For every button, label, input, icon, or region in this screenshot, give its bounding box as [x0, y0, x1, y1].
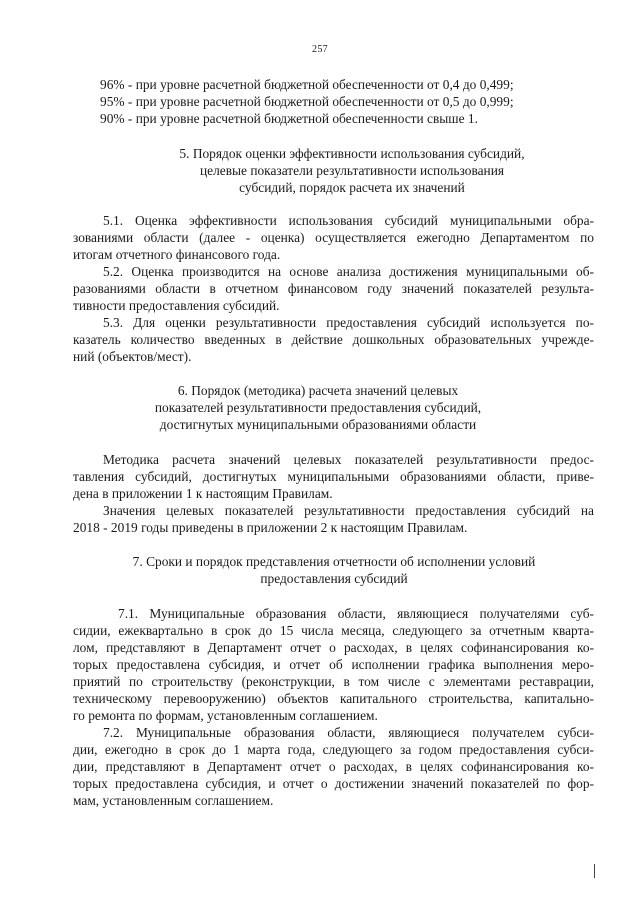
paragraph-line: Значения целевых показателей результативности предоставления субсидий на	[103, 503, 594, 518]
paragraph-line: тавления субсидий, достигнутых муниципальными образованиями области, приве-	[73, 469, 594, 484]
paragraph-line: итогам отчетного финансового года.	[73, 247, 281, 262]
intro-line: 95% - при уровне расчетной бюджетной обеспеченности от 0,5 до 0,999;	[100, 94, 514, 109]
paragraph-line: лом, представляют в Департамент отчет о расходах, в целях софинансирования ко-	[73, 640, 594, 655]
section7-title: предоставления субсидий	[260, 571, 408, 586]
paragraph-line: приятий по строительству (реконструкции, в том числе с элементами реставрации,	[73, 674, 594, 689]
paragraph-line: мам, установленным соглашением.	[73, 793, 274, 808]
paragraph-line: тивности предоставления субсидий.	[73, 298, 280, 313]
paragraph-line: 5.1. Оценка эффективности использования субсидий муниципальными обра-	[103, 213, 594, 228]
scan-mark	[594, 864, 595, 878]
paragraph-line: техническому перевооружению) объектов капитального строительства, капитально-	[73, 691, 594, 706]
paragraph-line: дии, ежегодно в срок до 1 марта года, следующего за годом предоставления субси-	[73, 742, 594, 757]
page-number: 257	[312, 44, 328, 55]
paragraph-line: дии, представляют в Департамент отчет о расходах, в целях софинансирования ко-	[73, 759, 594, 774]
section6-title: 6. Порядок (методика) расчета значений целевых	[177, 383, 459, 398]
paragraph-line: дена в приложении 1 к настоящим Правилам.	[73, 486, 333, 501]
paragraph-line: 7.2. Муниципальные образования области, являющиеся получателем субси-	[103, 725, 594, 740]
paragraph-line: го ремонта по формам, установленным соглашением.	[73, 708, 378, 723]
paragraph-line: торых предоставлена субсидия, и отчет о достижении значений показателей по фор-	[73, 776, 594, 791]
section6-title: достигнутых муниципальными образованиями области	[159, 417, 477, 432]
section7-title: 7. Сроки и порядок представления отчетности об исполнении условий	[132, 554, 536, 569]
paragraph-line: 7.1. Муниципальные образования области, являющиеся получателями суб-	[118, 606, 594, 621]
paragraph-line: разованиями области в отчетном финансовом году значений показателей результа-	[73, 281, 594, 296]
section5-title: целевые показатели результативности использования	[199, 163, 505, 178]
paragraph-line: зованиями области (далее - оценка) осуществляется ежегодно Департаментом по	[73, 230, 594, 245]
paragraph-line: 5.3. Для оценки результативности предоставления субсидий используется по-	[103, 315, 594, 330]
paragraph-line: 2018 - 2019 годы приведены в приложении 2 к настоящим Правилам.	[73, 520, 468, 535]
intro-line: 90% - при уровне расчетной бюджетной обеспеченности свыше 1.	[100, 111, 478, 126]
section5-title: субсидий, порядок расчета их значений	[239, 180, 465, 195]
section6-title: показателей результативности предоставления субсидий,	[154, 400, 482, 415]
paragraph-line: казатель количество введенных в действие дошкольных образовательных учрежде-	[73, 332, 594, 347]
paragraph-line: Методика расчета значений целевых показателей результативности предос-	[103, 452, 594, 467]
section5-title: 5. Порядок оценки эффективности использования субсидий,	[179, 146, 525, 161]
paragraph-line: 5.2. Оценка производится на основе анализа достижения муниципальными об-	[103, 264, 594, 279]
paragraph-line: сидии, ежеквартально в срок до 15 числа месяца, следующего за отчетным кварта-	[73, 623, 594, 638]
intro-line: 96% - при уровне расчетной бюджетной обеспеченности от 0,4 до 0,499;	[100, 77, 514, 92]
paragraph-line: ний (объектов/мест).	[73, 349, 192, 364]
paragraph-line: торых предоставлена субсидия, и отчет об исполнении графика выполнения меро-	[73, 657, 594, 672]
